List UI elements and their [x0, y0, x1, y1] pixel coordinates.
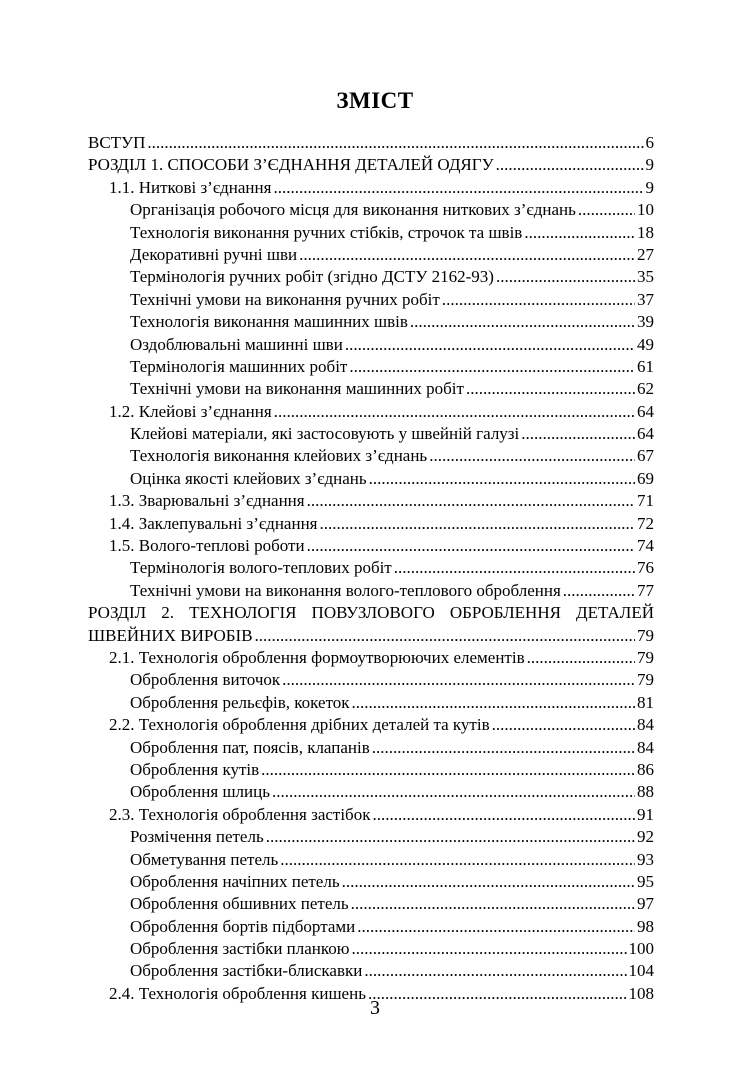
toc-entry-label: 2.1. Технологія оброблення формоутворюючих елементів [109, 648, 525, 667]
toc-entry-page: 9 [645, 155, 654, 175]
toc-entry [88, 625, 654, 647]
toc-entry-page: 79 [637, 648, 654, 667]
toc-entry-page: 86 [637, 759, 654, 779]
toc-entry-page: 67 [637, 446, 654, 466]
toc-leader-dots [492, 714, 635, 736]
toc-entry-label: Оброблення застібки-блискавки [130, 961, 363, 981]
toc-leader-dots [429, 445, 635, 467]
toc-entry [88, 154, 654, 176]
toc-leader-dots [442, 289, 635, 311]
toc-entry-page: 64 [637, 401, 654, 421]
toc-leader-dots [357, 916, 635, 938]
toc-entry [88, 356, 654, 378]
toc-entry-label: ВСТУП [88, 133, 146, 152]
toc-entry-label: 1.1. Ниткові з’єднання [109, 177, 272, 197]
page-number: 3 [370, 997, 380, 1019]
toc-entry [88, 669, 654, 691]
toc-entry-label: 1.2. Клейові з’єднання [109, 401, 272, 421]
toc-leader-dots [521, 423, 635, 445]
toc-entry-page: 97 [637, 894, 654, 914]
toc-entry-label: Оцінка якості клейових з’єднань [130, 468, 367, 488]
toc-entry-page: 39 [637, 312, 654, 332]
toc-leader-dots [266, 826, 635, 848]
toc-entry-label: Організація робочого місця для виконання ниткових з’єднань [130, 200, 576, 220]
toc-leader-dots [272, 781, 635, 803]
toc-entry-page: 84 [637, 737, 654, 757]
toc-entry-label: Термінологія ручних робіт (згідно ДСТУ 2162-93) [130, 267, 494, 287]
toc-entry-page: 88 [637, 782, 654, 802]
toc-leader-dots [351, 938, 626, 960]
toc-entry [88, 289, 654, 311]
toc-leader-dots [349, 356, 635, 378]
toc-entry-page: 108 [628, 983, 654, 1003]
toc-entry-page: 69 [637, 468, 654, 488]
toc-leader-dots [496, 154, 644, 176]
toc-entry-page: 37 [637, 289, 654, 309]
toc-leader-dots [563, 580, 635, 602]
toc-entry-label: Технічні умови на виконання машинних робіт [130, 379, 464, 399]
toc-leader-dots [394, 557, 635, 579]
toc-entry-page: 61 [637, 356, 654, 376]
toc-entry [88, 759, 654, 781]
toc-entry-page: 72 [637, 513, 654, 533]
toc-leader-dots [351, 893, 635, 915]
toc-entry [88, 849, 654, 871]
toc-entry [88, 468, 654, 490]
toc-entry-label: Оброблення кутів [130, 759, 260, 779]
toc-entry-page: 27 [637, 244, 654, 264]
toc-leader-dots [466, 378, 635, 400]
toc-entry [88, 737, 654, 759]
toc-entry-label: 2.2. Технологія оброблення дрібних деталей та кутів [109, 715, 490, 735]
toc-leader-dots [307, 490, 635, 512]
toc-entry-page: 98 [637, 916, 654, 936]
toc-entry [88, 177, 654, 199]
toc-leader-dots [282, 669, 635, 691]
toc-entry-page: 10 [637, 200, 654, 220]
toc-entry-page: 9 [645, 177, 654, 197]
toc-entry [88, 132, 654, 154]
toc-leader-dots [496, 266, 635, 288]
toc-entry-label: Оброблення пат, поясів, клапанів [130, 737, 370, 757]
toc-entry [88, 334, 654, 356]
toc-leader-dots [372, 804, 635, 826]
toc-entry-label: Оброблення обшивних петель [130, 894, 349, 914]
toc-leader-dots [372, 737, 635, 759]
toc-leader-dots [524, 222, 635, 244]
toc-leader-dots [364, 960, 626, 982]
toc-entry [88, 557, 654, 579]
toc-entry [88, 804, 654, 826]
toc-entry-label: 1.4. Заклепувальні з’єднання [109, 513, 318, 533]
toc-entry-page: 95 [637, 871, 654, 891]
toc-entry-label: Оброблення бортів підбортами [130, 916, 356, 936]
toc-entry-label: РОЗДІЛ 1. СПОСОБИ З’ЄДНАННЯ ДЕТАЛЕЙ ОДЯГУ [88, 155, 494, 175]
toc-entry [88, 244, 654, 266]
toc-entry-page: 49 [637, 334, 654, 354]
page-title: ЗМІСТ [336, 88, 414, 113]
toc-entry-label: 1.5. Волого-теплові роботи [109, 536, 305, 556]
toc-entry-label: Технологія виконання машинних швів [130, 312, 408, 332]
toc-entry-label: Технічні умови на виконання ручних робіт [130, 289, 440, 309]
toc-entry [88, 781, 654, 803]
toc-entry [88, 311, 654, 333]
toc-entry-label: Технічні умови на виконання волого-теплового оброблення [130, 580, 561, 600]
toc-entry-page: 6 [645, 133, 654, 152]
toc-entry-label: Оброблення виточок [130, 670, 281, 690]
toc-entry-page: 77 [637, 580, 654, 600]
toc-entry-label: ШВЕЙНИХ ВИРОБІВ [88, 625, 253, 645]
toc-entry [88, 222, 654, 244]
toc-entry-page: 100 [628, 939, 654, 959]
toc-entry-label: Декоративні ручні шви [130, 244, 298, 264]
toc-entry [88, 423, 654, 445]
table-of-contents [88, 132, 654, 1005]
toc-leader-dots [273, 177, 643, 199]
toc-entry-label: Оброблення начіпних петель [130, 871, 340, 891]
toc-entry [88, 960, 654, 982]
toc-entry-page: 104 [628, 961, 654, 981]
toc-entry-label: РОЗДІЛ 2. ТЕХНОЛОГІЯ ПОВУЗЛОВОГО ОБРОБЛЕННЯ ДЕТАЛЕЙ [88, 603, 654, 623]
toc-leader-dots [255, 625, 635, 647]
toc-leader-dots [578, 199, 635, 221]
toc-entry-label: Обметування петель [130, 849, 279, 869]
toc-entry-label: 1.3. Зварювальні з’єднання [109, 491, 305, 511]
toc-entry-label: Технологія виконання клейових з’єднань [130, 446, 428, 466]
toc-entry-page: 76 [637, 558, 654, 578]
toc-entry [88, 445, 654, 467]
toc-entry [88, 871, 654, 893]
toc-entry [88, 199, 654, 221]
toc-entry [88, 580, 654, 602]
toc-entry [88, 938, 654, 960]
toc-entry [88, 266, 654, 288]
toc-leader-dots [410, 311, 635, 333]
toc-entry-page: 91 [637, 804, 654, 824]
toc-leader-dots [274, 401, 635, 423]
toc-leader-dots [261, 759, 635, 781]
toc-entry [88, 826, 654, 848]
toc-leader-dots [342, 871, 635, 893]
toc-entry [88, 378, 654, 400]
toc-entry-label: Оздоблювальні машинні шви [130, 334, 343, 354]
toc-entry [88, 513, 654, 535]
toc-entry-label: 2.4. Технологія оброблення кишень [109, 983, 366, 1003]
toc-leader-dots [299, 244, 635, 266]
toc-entry-page: 81 [637, 692, 654, 712]
toc-entry [88, 692, 654, 714]
toc-leader-dots [307, 535, 635, 557]
toc-entry-page: 62 [637, 379, 654, 399]
toc-entry-label: Розмічення петель [130, 827, 264, 847]
toc-entry [88, 490, 654, 512]
toc-entry [88, 916, 654, 938]
toc-entry-page: 79 [637, 670, 654, 690]
toc-entry-label: Клейові матеріали, які застосовують у швейній галузі [130, 424, 520, 444]
toc-leader-dots [280, 849, 635, 871]
toc-leader-dots [319, 513, 635, 535]
toc-entry-page: 93 [637, 849, 654, 869]
toc-entry-label: Оброблення шлиць [130, 782, 270, 802]
toc-leader-dots [527, 647, 635, 669]
toc-entry-page: 79 [637, 625, 654, 645]
toc-entry-label: Термінологія волого-теплових робіт [130, 558, 392, 578]
toc-entry-page: 71 [637, 491, 654, 511]
toc-leader-dots [352, 692, 635, 714]
toc-leader-dots [147, 132, 643, 154]
toc-entry-page: 35 [637, 267, 654, 287]
toc-entry-label: Оброблення застібки планкою [130, 939, 350, 959]
toc-leader-dots [369, 468, 635, 490]
toc-entry-page: 84 [637, 715, 654, 735]
toc-entry [88, 401, 654, 423]
toc-entry-page: 18 [637, 222, 654, 242]
toc-entry-label: Технологія виконання ручних стібків, строчок та швів [130, 222, 523, 242]
toc-entry-page: 64 [637, 424, 654, 444]
toc-entry [88, 893, 654, 915]
toc-entry [88, 535, 654, 557]
toc-entry [88, 714, 654, 736]
toc-entry [88, 602, 654, 624]
toc-entry [88, 647, 654, 669]
toc-leader-dots [345, 334, 635, 356]
toc-entry-page: 74 [637, 536, 654, 556]
toc-entry-label: 2.3. Технологія оброблення застібок [109, 804, 371, 824]
toc-entry-page: 92 [637, 827, 654, 847]
toc-entry-label: Термінологія машинних робіт [130, 356, 348, 376]
toc-entry-label: Оброблення рельєфів, кокеток [130, 692, 350, 712]
